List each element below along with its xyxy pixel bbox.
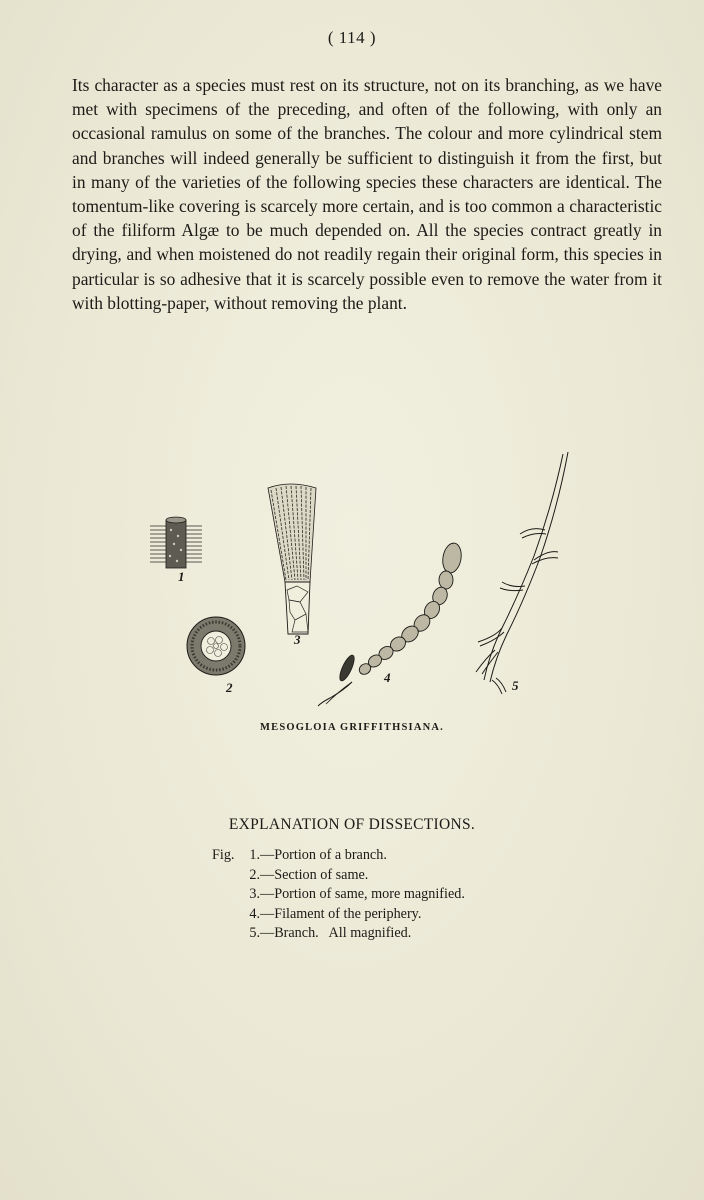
fig-prefix: Fig. — [212, 847, 235, 863]
figure-caption: MESOGLOIA GRIFFITHSIANA. — [260, 722, 444, 733]
dissection-text: —Filament of the periphery. — [260, 905, 422, 922]
figure-2-section — [187, 617, 245, 675]
dissection-number: 3. — [249, 886, 260, 903]
dissection-item — [212, 866, 465, 886]
dissection-text: —Portion of same, more magnified. — [260, 886, 465, 903]
figure-4-filament — [318, 542, 463, 706]
dissection-illustration — [140, 446, 580, 716]
dissection-text: —Branch. All magnified. — [260, 925, 412, 942]
figure-1-label: 1 — [178, 569, 185, 584]
dissection-item — [212, 885, 465, 905]
dissection-number: 1. — [249, 847, 260, 863]
illustration-svg — [140, 446, 580, 716]
dissection-item — [212, 846, 465, 866]
figure-2-label: 2 — [226, 680, 233, 695]
dissection-number: 5. — [249, 925, 260, 942]
dissection-list — [212, 846, 465, 944]
figure-4-label: 4 — [384, 670, 391, 685]
figure-3-magnified-portion — [268, 484, 316, 634]
figure-3-label: 3 — [294, 632, 301, 647]
dissection-item — [212, 905, 465, 925]
page-number: ( 114 ) — [327, 28, 377, 47]
dissection-number: 2. — [249, 866, 260, 883]
body-paragraph — [72, 73, 662, 315]
dissection-text: —Portion of a branch. — [260, 847, 387, 863]
dissection-number: 4. — [249, 905, 260, 922]
dissection-item — [212, 924, 465, 944]
dissection-text: —Section of same. — [260, 866, 369, 883]
figure-1-branch-portion — [150, 517, 202, 568]
figure-5-branch — [476, 452, 568, 694]
body-paragraph-text: Its character as a species must rest on its structure, not on its branching, as we have met with specimens of the preceding, and often of the following, with only an occasional ramulus on some of the branches. The colour and more cylindrical stem and branches will indeed generally be sufficient to distinguish it from the first, but in many of the varieties of the following species these characters are identical. The tomentum-like covering is scarcely more certain, and is too common a characteristic of the filiform Algæ to be much depended on. All the species contract greatly in drying, and when moistened do not readily regain their original form, this species in particular is so adhesive that it is scarcely possible even to remove the water from it with blotting-paper, without removing the plant. — [72, 75, 662, 313]
figure-5-label: 5 — [512, 678, 519, 693]
explanation-heading: EXPLANATION OF DISSECTIONS. — [228, 816, 476, 833]
